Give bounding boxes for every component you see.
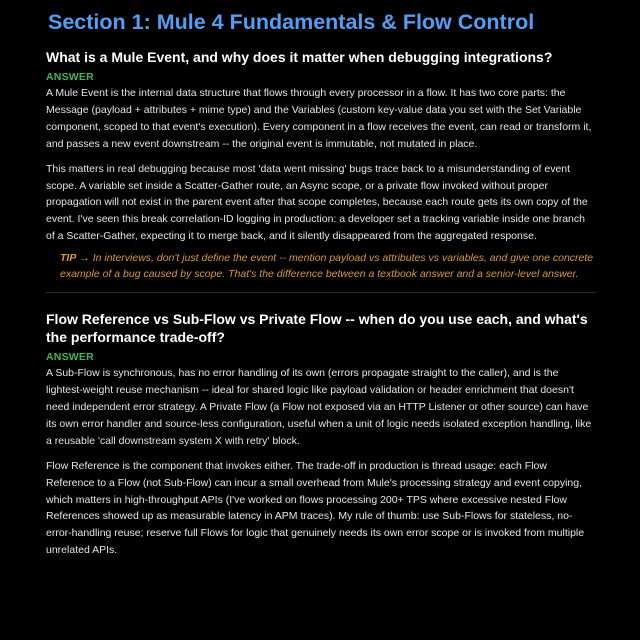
tip-label: TIP xyxy=(60,252,77,265)
question-heading: Flow Reference vs Sub-Flow vs Private Flow -- when do you use each, and what's the performance trade-off? xyxy=(46,311,588,346)
qa-block-1 xyxy=(46,48,596,282)
answer-label: ANSWER xyxy=(46,71,94,83)
section-title: Section 1: Mule 4 Fundamentals & Flow Control xyxy=(48,10,535,34)
section-divider xyxy=(46,292,596,293)
answer-paragraph: A Sub-Flow is synchronous, has no error handling of its own (errors propagate straight to the caller), and is the lightest-weight reuse mechanism -- ideal for shared logic like payload validation or header enrichment that doesn't need independent error strategy. A Private Flow (a Flow not exposed via an HTTP Listener or other source) can have its own error handler and source-less configuration, useful when a unit of logic needs isolated exception handling, like a reusable 'call downstream system X with retry' block. xyxy=(46,367,592,447)
question-heading: What is a Mule Event, and why does it matter when debugging integrations? xyxy=(46,49,553,65)
answer-paragraph: A Mule Event is the internal data structure that flows through every processor in a flow. It has two core parts: the Message (payload + attributes + mime type) and the Variables (custom key-value data you set with the Set Variable component, scoped to that event's execution). Every component in a flow receives the event, can read or transform it, and passes a new event downstream -- the original event is immutable, not mutated in place. xyxy=(46,87,592,150)
answer-label: ANSWER xyxy=(46,351,94,364)
answer-paragraph: This matters in real debugging because most 'data went missing' bugs trace back to a misunderstanding of event scope. A variable set inside a Scatter-Gather route, an Async scope, or a private flow invoked without proper propagation will not exist in the parent event after that scope completes, because each route gets its own copy of the event. I've seen this break correlation-ID logging in production: a developer set a tracking variable inside one branch of a Scatter-Gather, expecting it to merge back, and it silently disappeared from the aggregated response. xyxy=(46,162,588,243)
qa-block-2 xyxy=(46,310,596,559)
tip-callout xyxy=(60,251,596,282)
tip-text: In interviews, don't just define the event -- mention payload vs attributes vs variables, and give one concrete example of a bug caused by scope. That's the difference between a textbook answer and a senior-level answer. xyxy=(60,252,594,280)
arrow-icon: → xyxy=(79,252,90,265)
answer-paragraph: Flow Reference is the component that invokes either. The trade-off in production is thread usage: each Flow Reference to a Flow (not Sub-Flow) can incur a small overhead from Mule's processing strategy and event copying, which matters in high-throughput APIs (I've worked on flows processing 200+ TPS where excessive nested Flow References showed up as measurable latency in APM traces). My rule of thumb: use Sub-Flows for stateless, no-error-handling reuse; reserve full Flows for logic that genuinely needs its own error scope or is invoked from multiple unrelated APIs. xyxy=(46,459,585,557)
